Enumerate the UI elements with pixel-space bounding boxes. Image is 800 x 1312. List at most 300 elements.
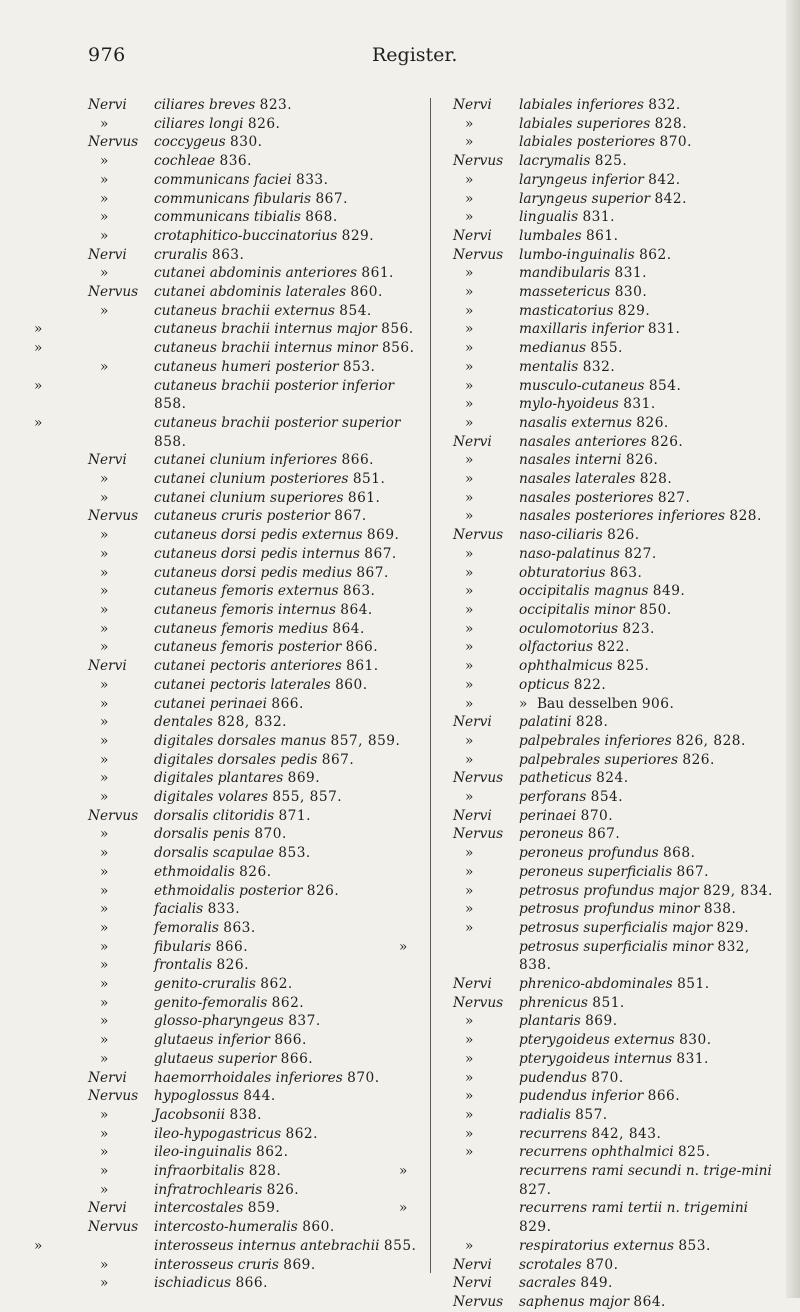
entry-pages: 844. (243, 1088, 276, 1105)
index-entry (88, 1162, 422, 1181)
index-entry (453, 1031, 783, 1050)
index-entry (88, 1031, 422, 1050)
index-entry (453, 507, 783, 526)
entry-term: recurrens rami secundi n. trige-mini (519, 1163, 772, 1180)
entry-head: » (465, 209, 474, 226)
entry-pages: 862. (255, 1144, 289, 1161)
entry-head: » (100, 1032, 109, 1049)
entry-head: » (465, 639, 474, 656)
entry-pages: 826. (266, 1181, 300, 1198)
entry-head: Nervus (453, 826, 504, 843)
entry-pages: 870. (254, 826, 287, 843)
entry-term: pudendus (519, 1069, 587, 1086)
index-entry (88, 863, 422, 882)
entry-pages: 866. (215, 938, 249, 955)
entry-pages: 838. (229, 1106, 262, 1123)
entry-head: » (100, 153, 109, 170)
entry-pages: 860. (302, 1219, 335, 1236)
index-entry (88, 1199, 422, 1218)
entry-head: Nervi (453, 433, 492, 450)
index-entry (88, 1125, 422, 1144)
entry-term: palpebrales inferiores (519, 732, 672, 749)
entry-pages: 863. (223, 919, 256, 936)
index-entry (453, 377, 783, 396)
entry-head: » (465, 340, 474, 357)
entry-pages: 837. (288, 1013, 321, 1030)
entry-pages: 828. (729, 508, 762, 525)
entry-term: communicans fibularis (154, 190, 312, 207)
entry-pages: 836. (219, 153, 252, 170)
entry-term: digitales dorsales manus (154, 732, 327, 749)
entry-term: genito-femoralis (154, 994, 268, 1011)
entry-pages: 866. (341, 452, 375, 469)
entry-pages: 861. (346, 658, 379, 675)
entry-pages: 867. (364, 545, 397, 562)
entry-term: femoralis (154, 919, 219, 936)
entry-head: » (399, 1200, 408, 1217)
entry-term: palpebrales superiores (519, 751, 679, 768)
entry-head: » (465, 1144, 474, 1161)
entry-term: plantaris (519, 1013, 581, 1030)
entry-head: » (34, 1237, 43, 1254)
entry-term: oculomotorius (519, 620, 619, 637)
entry-pages: 862. (639, 246, 672, 263)
entry-term: frontalis (154, 957, 213, 974)
entry-term: cutanei abdominis anteriores (154, 265, 358, 282)
entry-head: » (100, 994, 109, 1011)
entry-term: Jacobsonii (154, 1106, 226, 1123)
index-entry (88, 844, 422, 863)
entry-head: » (100, 938, 109, 955)
entry-head: » (100, 676, 109, 693)
entry-term: mylo-hyoideus (519, 396, 619, 413)
entry-pages: 830. (679, 1032, 712, 1049)
index-entry (34, 414, 422, 451)
index-entry (453, 882, 783, 901)
entry-head: » (100, 901, 109, 918)
entry-term: lumbales (519, 227, 582, 244)
index-entry (88, 975, 422, 994)
entry-pages: 831. (623, 396, 656, 413)
entry-head: » (100, 358, 109, 375)
entry-term: ileo-inguinalis (154, 1144, 252, 1161)
entry-term: peroneus profundus (519, 845, 659, 862)
entry-head: » (465, 471, 474, 488)
index-entry (453, 1237, 783, 1256)
index-entry (453, 395, 783, 414)
entry-head: » (465, 1088, 474, 1105)
entry-term: cutanei abdominis laterales (154, 284, 346, 301)
entry-term: ischiadicus (154, 1275, 232, 1292)
entry-pages: 856. (381, 340, 415, 357)
index-entry (88, 545, 422, 564)
entry-head: Nervus (88, 508, 139, 525)
entry-pages: 858. (154, 396, 187, 413)
entry-pages: 861. (361, 265, 394, 282)
index-entry (88, 470, 422, 489)
index-entry (88, 152, 422, 171)
entry-pages: 866. (271, 695, 304, 712)
entry-pages: 870. (580, 807, 614, 824)
entry-pages: 829. (716, 919, 750, 936)
entry-head: » (100, 209, 109, 226)
index-entry (453, 264, 783, 283)
entry-term: cutaneus brachii posterior inferior (154, 377, 395, 394)
entry-term: dorsalis penis (154, 826, 250, 843)
entry-pages: 826. (650, 433, 684, 450)
entry-pages: 826. (247, 115, 281, 132)
entry-pages: 826. (625, 452, 659, 469)
entry-term: cutaneus dorsi pedis externus (154, 527, 363, 544)
entry-head: Nervi (88, 658, 127, 675)
entry-head: Nervi (453, 1256, 492, 1273)
entry-head: » (34, 321, 43, 338)
entry-term: cutanei pectoris laterales (154, 676, 331, 693)
index-entry (88, 302, 422, 321)
entry-term: maxillaris inferior (519, 321, 644, 338)
entry-term: haemorrhoidales inferiores (154, 1069, 343, 1086)
index-entry (453, 171, 783, 190)
entry-head: » (100, 564, 109, 581)
entry-head: » (100, 976, 109, 993)
entry-term: intercosto-humeralis (154, 1219, 298, 1236)
entry-term: perinaei (519, 807, 577, 824)
entry-term: scrotales (519, 1256, 582, 1273)
index-entry (88, 451, 422, 470)
entry-head: » (100, 639, 109, 656)
entry-head: » (465, 452, 474, 469)
index-entry (453, 96, 783, 115)
entry-term: patheticus (519, 770, 592, 787)
index-entry (453, 152, 783, 171)
entry-head: » (100, 1013, 109, 1030)
entry-term: respiratorius externus (519, 1237, 674, 1254)
entry-head: » (100, 732, 109, 749)
entry-head: » (34, 377, 43, 394)
entry-pages: 826. (216, 957, 249, 974)
entry-head: » (465, 564, 474, 581)
index-entry (88, 564, 422, 583)
entry-pages: 824. (596, 770, 629, 787)
entry-head: » (465, 284, 474, 301)
entry-head: » (465, 302, 474, 319)
entry-term: interosseus cruris (154, 1256, 279, 1273)
entry-pages: 862. (285, 1125, 318, 1142)
index-entry (453, 1050, 783, 1069)
entry-term: naso-palatinus (519, 545, 620, 562)
entry-term: digitales volares (154, 789, 268, 806)
entry-pages: 833. (207, 901, 241, 918)
entry-head: » (465, 620, 474, 637)
entry-head: » (100, 845, 109, 862)
entry-term: pterygoideus internus (519, 1050, 673, 1067)
index-entry (453, 190, 783, 209)
entry-pages: 869. (366, 527, 400, 544)
entry-pages: 826. (682, 751, 715, 768)
entry-term: laryngeus superior (519, 190, 651, 207)
entry-head: Nervus (88, 284, 139, 301)
index-entry (453, 470, 783, 489)
entry-head: » (100, 1106, 109, 1123)
entry-pages: 830. (614, 284, 648, 301)
entry-head: » (34, 340, 43, 357)
entry-term: cochleae (154, 153, 216, 170)
entry-term: recurrens rami tertii n. trigemini (519, 1200, 749, 1217)
entry-head: » (100, 826, 109, 843)
entry-head: Nervi (88, 1200, 127, 1217)
entry-pages: 831. (582, 209, 615, 226)
entry-pages: 867. (356, 564, 389, 581)
page-number: 976 (88, 44, 126, 66)
entry-head: » (465, 1106, 474, 1123)
entry-head: » (465, 919, 474, 936)
index-entry (88, 713, 422, 732)
index-entry (88, 227, 422, 246)
index-entry (453, 1069, 783, 1088)
entry-pages: 867. (587, 826, 621, 843)
entry-head: » (100, 1256, 109, 1273)
entry-term: pterygoideus externus (519, 1032, 675, 1049)
entry-term: recurrens ophthalmici (519, 1144, 674, 1161)
index-entry (453, 564, 783, 583)
entry-pages: 855. (590, 340, 623, 357)
index-entry (453, 900, 783, 919)
entry-term: nasales anteriores (519, 433, 647, 450)
index-entry (453, 1012, 783, 1031)
entry-head: Nervi (88, 452, 127, 469)
entry-pages: 829. (617, 302, 651, 319)
entry-term: infratrochlearis (154, 1181, 263, 1198)
entry-term: musculo-cutaneus (519, 377, 645, 394)
entry-head: » (465, 882, 474, 899)
entry-term: cutaneus femoris medius (154, 620, 328, 637)
entry-term: dorsalis scapulae (154, 845, 274, 862)
entry-pages: 825. (677, 1144, 711, 1161)
entry-pages: 867. (676, 863, 709, 880)
entry-head: » (465, 901, 474, 918)
entry-term: naso-ciliaris (519, 527, 603, 544)
entry-head: » (465, 545, 474, 562)
index-entry (88, 358, 422, 377)
index-entry (453, 115, 783, 134)
index-entry (453, 582, 783, 601)
entry-head: » (100, 1050, 109, 1067)
entry-head: Nervus (88, 134, 139, 151)
entry-pages: 858. (154, 433, 187, 450)
entry-term: petrosus profundus major (519, 882, 699, 899)
entry-head: » (465, 358, 474, 375)
entry-head: Nervus (453, 153, 504, 170)
index-entry (453, 208, 783, 227)
entry-pages: 864. (633, 1294, 666, 1310)
index-entry (34, 339, 422, 358)
page-edge (786, 0, 800, 1298)
entry-head: Nervi (453, 807, 492, 824)
entry-head: » (465, 695, 474, 712)
entry-pages: 870. (591, 1069, 624, 1086)
entry-head: » (100, 471, 109, 488)
index-entry (88, 825, 422, 844)
entry-pages: 825. (616, 658, 650, 675)
entry-term: cutaneus brachii internus minor (154, 340, 378, 357)
entry-head: » (465, 1050, 474, 1067)
index-entry (399, 938, 783, 975)
entry-pages: 825. (594, 153, 628, 170)
entry-head: » (465, 489, 474, 506)
entry-head: » (100, 545, 109, 562)
index-entry (453, 844, 783, 863)
index-entry (88, 788, 422, 807)
entry-term: mandibularis (519, 265, 611, 282)
entry-head: » (465, 265, 474, 282)
entry-head: » (100, 957, 109, 974)
entry-term: mentalis (519, 358, 579, 375)
entry-head: » (465, 134, 474, 151)
entry-term: radialis (519, 1106, 571, 1123)
entry-pages: 828. (639, 471, 673, 488)
entry-term: cutaneus femoris internus (154, 601, 336, 618)
entry-term: interosseus internus antebrachii (154, 1237, 380, 1254)
index-entry (88, 900, 422, 919)
entry-pages: 829. (341, 227, 375, 244)
entry-head: » (100, 601, 109, 618)
entry-pages: 859. (247, 1200, 281, 1217)
entry-head: Nervi (453, 227, 492, 244)
entry-pages: 861. (585, 227, 619, 244)
entry-term: cutaneus humeri posterior (154, 358, 339, 375)
entry-pages: 831. (614, 265, 647, 282)
entry-head: Nervus (88, 1088, 139, 1105)
entry-head: » (100, 751, 109, 768)
index-entry (88, 620, 422, 639)
entry-term: dorsalis clitoridis (154, 807, 275, 824)
entry-head: » (100, 714, 109, 731)
index-entry (88, 769, 422, 788)
entry-pages: 855, 857. (272, 789, 343, 806)
entry-sub-ditto: » (519, 695, 528, 712)
entry-term: cutaneus brachii externus (154, 302, 335, 319)
entry-pages: 832. (648, 97, 681, 113)
entry-head: » (465, 321, 474, 338)
index-entry (88, 171, 422, 190)
index-entry (453, 1106, 783, 1125)
index-entry (88, 882, 422, 901)
entry-pages: 828. (575, 714, 609, 731)
entry-head: » (465, 1069, 474, 1086)
index-entry (88, 283, 422, 302)
entry-term: cutaneus femoris externus (154, 583, 339, 600)
entry-pages: 860. (335, 676, 368, 693)
entry-pages: 842, 843. (591, 1125, 662, 1142)
entry-head: Nervi (453, 1275, 492, 1292)
index-entry (34, 1237, 422, 1256)
entry-pages: 854. (648, 377, 682, 394)
index-entry (88, 807, 422, 826)
index-entry (453, 489, 783, 508)
entry-term: pudendus inferior (519, 1088, 644, 1105)
entry-term: labiales superiores (519, 115, 651, 132)
entry-pages: 823. (259, 97, 293, 113)
entry-pages: 864. (332, 620, 365, 637)
index-entry (88, 732, 422, 751)
index-entry (453, 695, 783, 714)
entry-head: » (100, 1144, 109, 1161)
entry-pages: 868. (662, 845, 696, 862)
entry-head: Nervus (453, 994, 504, 1011)
entry-pages: 863. (211, 246, 245, 263)
entry-term: Bau desselben (537, 695, 638, 712)
entry-term: laryngeus inferior (519, 171, 644, 188)
entry-pages: 854. (339, 302, 372, 319)
index-entry (88, 657, 422, 676)
entry-pages: 849. (652, 583, 686, 600)
entry-head: » (100, 882, 109, 899)
entry-pages: 866. (235, 1275, 268, 1292)
entry-term: hypoglossus (154, 1088, 239, 1105)
entry-head: » (100, 527, 109, 544)
left-index-column (34, 96, 422, 1293)
entry-term: cutaneus cruris posterior (154, 508, 330, 525)
index-entry (88, 676, 422, 695)
entry-pages: 838. (703, 901, 737, 918)
index-entry (88, 1087, 422, 1106)
index-entry (88, 695, 422, 714)
entry-head: » (100, 1181, 109, 1198)
entry-pages: 869. (287, 770, 321, 787)
entry-pages: 862. (271, 994, 305, 1011)
entry-term: glutaeus superior (154, 1050, 277, 1067)
index-entry (88, 264, 422, 283)
entry-term: cutanei perinaei (154, 695, 268, 712)
index-entry (88, 489, 422, 508)
index-entry (88, 601, 422, 620)
entry-head: » (100, 190, 109, 207)
index-entry (453, 657, 783, 676)
index-entry (453, 1125, 783, 1144)
entry-head: » (100, 115, 109, 132)
entry-term: petrosus superficialis minor (519, 938, 714, 955)
entry-pages: 828. (248, 1163, 282, 1180)
entry-pages: 851. (352, 471, 386, 488)
index-entry (453, 283, 783, 302)
entry-pages: 832, 838. (519, 938, 750, 974)
entry-term: genito-cruralis (154, 976, 256, 993)
entry-head: » (100, 1125, 109, 1142)
entry-head: » (465, 171, 474, 188)
entry-pages: 869. (585, 1013, 618, 1030)
index-entry (453, 601, 783, 620)
entry-term: nasales laterales (519, 471, 636, 488)
entry-head: » (465, 115, 474, 132)
entry-term: ciliares longi (154, 115, 244, 132)
entry-term: ethmoidalis (154, 863, 235, 880)
entry-pages: 826. (607, 527, 640, 544)
entry-term: peroneus (519, 826, 584, 843)
entry-head: » (100, 489, 109, 506)
entry-head: » (100, 1163, 109, 1180)
entry-head: Nervus (453, 246, 504, 263)
index-entry (34, 320, 422, 339)
entry-head: » (465, 396, 474, 413)
index-entry (453, 807, 783, 826)
entry-term: recurrens (519, 1125, 588, 1142)
index-entry (88, 956, 422, 975)
index-entry (88, 638, 422, 657)
entry-pages: 827. (657, 489, 691, 506)
index-entry (453, 638, 783, 657)
entry-pages: 822. (597, 639, 630, 656)
entry-term: communicans faciei (154, 171, 292, 188)
